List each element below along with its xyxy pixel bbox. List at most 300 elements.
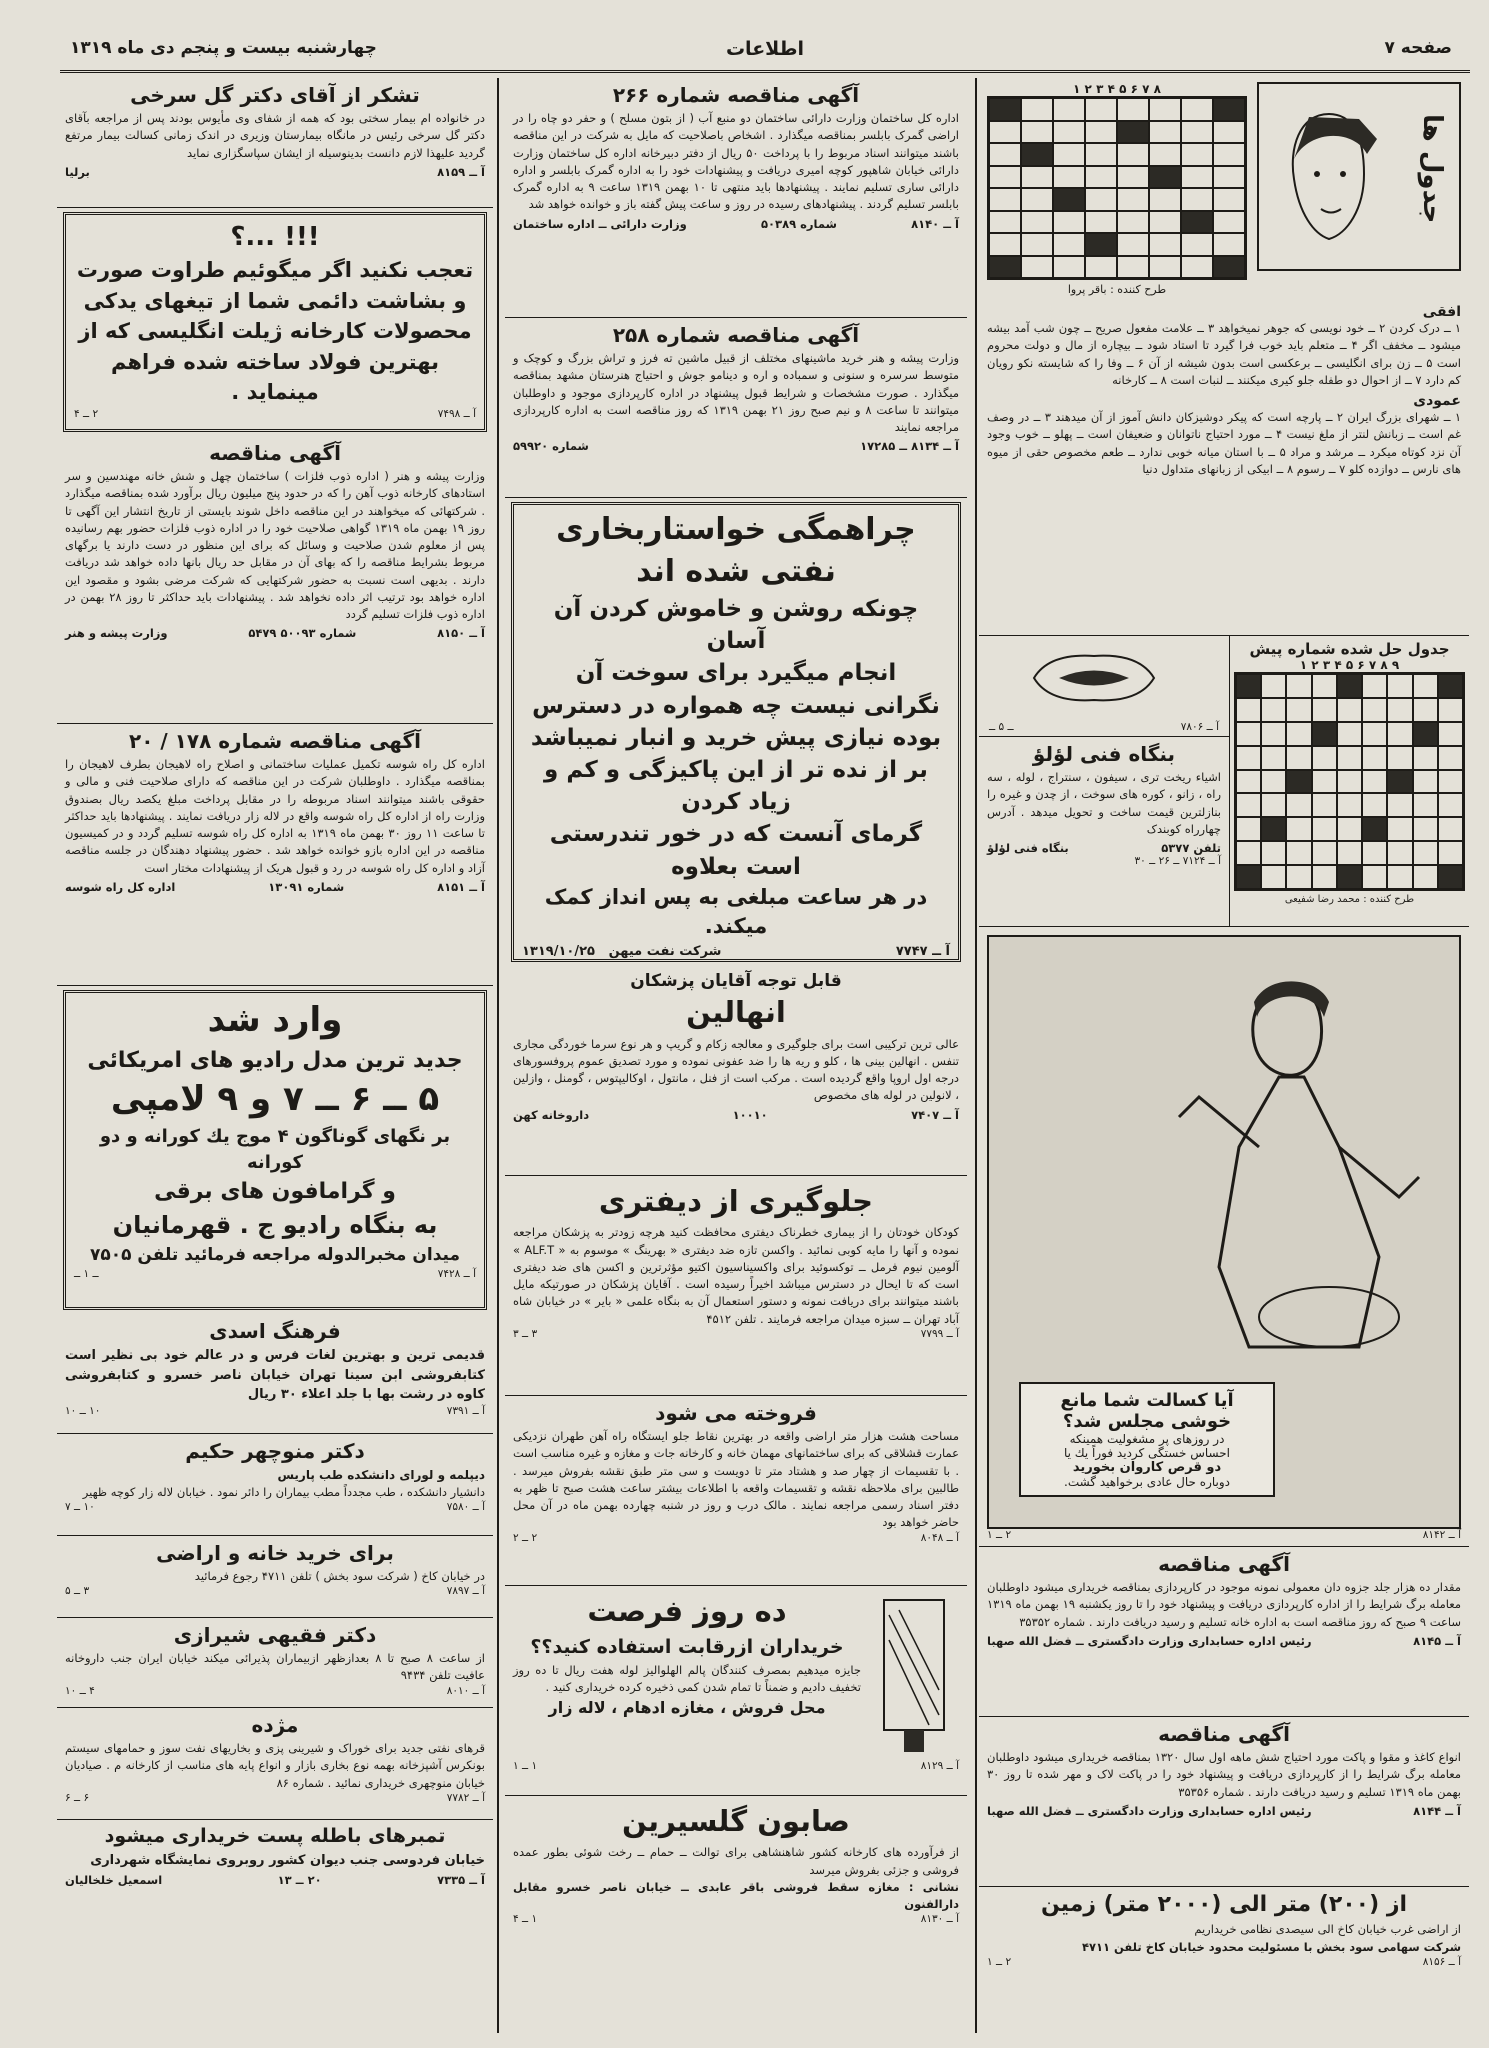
crossword-cell bbox=[1236, 674, 1261, 698]
ad-code: آ ــ ۷۸۰۶ bbox=[1180, 721, 1219, 733]
crossword-cell bbox=[1261, 698, 1286, 722]
column-right bbox=[979, 78, 1469, 2033]
ad-code-2: ۶ ــ ۶ bbox=[65, 1791, 90, 1804]
ten-days-text: جایزه میدهیم بمصرف کنندگان پالم الهلوالیز لوله هفت ریال تا ده روز تخفیف دادیم و ضمناً تا تمام شدن کمی ذخیره کرده خریداری کنید . bbox=[513, 1662, 861, 1695]
ad-code: آ ــ ۷۴۲۸ bbox=[437, 1267, 476, 1280]
crossword-cell bbox=[1236, 841, 1261, 865]
tender-266-ad bbox=[505, 78, 967, 318]
tender-258-ad bbox=[505, 318, 967, 498]
tender-reference: شماره ۵۰۰۹۳ ۵۴۷۹ bbox=[248, 626, 357, 641]
crossword-cell bbox=[1181, 143, 1213, 166]
doctor-shirazi-ad bbox=[57, 1618, 493, 1708]
down-clues: ۱ ــ شهرای بزرگ ایران ۲ ــ پارچه است که پیکر دوشیزکان دانش آموز از آن میدهند ۳ ــ در وصف غم است ــ زبانش لنتر از ملغ نیست ۴ ــ مورد احتیاج ناتوانان و ضعیفان است ــ پهلو ــ خوب وجود آن نزد کوتاه میکرد ــ مرشد و مراد ۵ ــ با استان میانه خوبی ندارد ــ طعم مخصوص حقی از میوه های نارس ــ دوازده کلو ۷ ــ رسوم ۸ ــ ابیکی از زبانهای متداول دنیا bbox=[987, 410, 1462, 476]
stamps-title: تمبرهای باطله پست خریداری میشود bbox=[104, 1825, 446, 1847]
ad-code: آ ــ ۷۸۹۷ bbox=[446, 1585, 485, 1598]
tender-code: آ ــ ۸۱۴۵ bbox=[1413, 1633, 1461, 1648]
tender-178-ad bbox=[57, 724, 493, 986]
crossword-cell bbox=[1261, 793, 1286, 817]
crossword-cell bbox=[1362, 746, 1387, 770]
stove-ad bbox=[511, 502, 961, 962]
crossword-cell bbox=[1337, 722, 1362, 746]
ad-code: آ ــ ۷۳۳۵ bbox=[437, 1873, 485, 1888]
crossword-cell bbox=[1021, 143, 1053, 166]
lulu-block bbox=[979, 636, 1229, 926]
crossword-cell bbox=[1387, 817, 1412, 841]
crossword-cell bbox=[1213, 188, 1245, 211]
ad-code-2: ۲ ــ ۱ bbox=[987, 1529, 1012, 1541]
crossword-cell bbox=[1149, 98, 1181, 121]
crossword-cell bbox=[1261, 865, 1286, 889]
puzzle-row bbox=[979, 636, 1469, 927]
solved-puzzle-maker: طرح کننده : محمد رضا شفیعی bbox=[1284, 894, 1415, 905]
ad-code: آ ــ ۷۴۹۸ bbox=[437, 407, 476, 420]
land-company: شرکت سهامی سود بخش با مسئولیت محدود خیابان کاخ تلفن ۴۷۱۱ bbox=[1081, 1939, 1461, 1954]
ad-code: آ ــ ۷۷۹۹ bbox=[920, 1327, 959, 1340]
tender-title: آگهی مناقصه bbox=[209, 441, 341, 465]
crossword-cell bbox=[1021, 256, 1053, 279]
crossword-cell bbox=[1181, 211, 1213, 234]
crossword-cell bbox=[1261, 817, 1286, 841]
lulu-phone: تلفن ۵۳۷۷ bbox=[1161, 841, 1221, 855]
stove-headline-1: چراهمگی خواستاربخاری bbox=[556, 512, 916, 547]
good-news-title: مژده bbox=[251, 1713, 299, 1737]
crossword-cell bbox=[1438, 674, 1463, 698]
crossword-cell bbox=[1312, 817, 1337, 841]
tender-title: آگهی مناقصه شماره ۲۶۶ bbox=[612, 83, 860, 107]
crossword-cell bbox=[1181, 98, 1213, 121]
page-number: صفحه ۷ bbox=[1384, 38, 1452, 58]
gillette-ad bbox=[63, 212, 487, 432]
crossword-cell bbox=[1413, 674, 1438, 698]
land-ad bbox=[979, 1887, 1469, 2007]
crossword-cell bbox=[1438, 722, 1463, 746]
stamps-signature: اسمعیل خلخالیان bbox=[65, 1873, 163, 1888]
crossword-cell bbox=[1053, 233, 1085, 256]
dictionary-title: فرهنگ اسدی bbox=[209, 1319, 341, 1343]
ad-code: آ ــ ۸۱۳۰ bbox=[920, 1913, 959, 1926]
crossword-cell bbox=[1387, 841, 1412, 865]
ad-code: آ ــ ۷۷۸۲ bbox=[446, 1791, 485, 1804]
crossword-cell bbox=[1387, 698, 1412, 722]
stove-line-6: بوده نیازی پیش خرید و انبار نمیباشد bbox=[530, 724, 942, 751]
toothpaste-tube-icon bbox=[869, 1590, 959, 1760]
tender-ad-folders bbox=[979, 1547, 1469, 1717]
ten-days-subtitle: خریداران ازرقابت استفاده کنید؟؟ bbox=[530, 1636, 844, 1659]
crossword-cell bbox=[1387, 793, 1412, 817]
ad-code: آ ــ ۸۰۱۰ bbox=[446, 1684, 485, 1697]
crossword-cell bbox=[1438, 770, 1463, 794]
gillette-text: تعجب نکنید اگر میگوئیم طراوت صورت و بشاشت دائمی شما از تیغهای یدکی محصولات کارخانه ژیلت انگلیسی که از بهترین فولاد ساخته شده فراهم مینماید . bbox=[76, 258, 474, 405]
soap-text: از فرآورده های کارخانه کشور شاهنشاهی برای توالت ــ حمام ــ رخت شوئی بطور عمده فروشی و جزئی بفروش میرسد bbox=[513, 1845, 959, 1877]
land-title: از (۲۰۰) متر الی (۲۰۰۰ متر) زمین bbox=[1040, 1892, 1408, 1917]
crossword-cell bbox=[1312, 698, 1337, 722]
crossword-cell bbox=[1413, 817, 1438, 841]
tender-signature: رئیس اداره حسابداری وزارت دادگستری ــ فضل الله صهبا bbox=[987, 1633, 1312, 1648]
crossword-cell bbox=[1021, 211, 1053, 234]
crossword-cell bbox=[1117, 233, 1149, 256]
tender-text: انواع کاغذ و مقوا و پاکت مورد احتیاج شش ماهه اول سال ۱۳۲۰ بمناقصه خریداری میشود داوطلبان معامله برگ شرایط را از کارپردازی دریافت و پیشنهاد خود را در پاکت لاک و مهر شده تا روز ۳۰ بهمن ماه ۱۳۱۹ تسلیم و رسید دریافت دارند . شماره ۳۵۳۵۶ bbox=[987, 1750, 1461, 1799]
crossword-cell bbox=[989, 98, 1021, 121]
tender-reference: شماره ۱۳۰۹۱ bbox=[268, 879, 345, 894]
tender-reference: شماره ۵۰۳۸۹ bbox=[761, 216, 837, 231]
crossword-cell bbox=[1362, 722, 1387, 746]
stove-line-9: در هر ساعت مبلغی به پس انداز کمک میکند. bbox=[544, 884, 928, 939]
tender-text: وزارت پیشه و هنر ( اداره ذوب فلزات ) ساختمان چهل و شش خانه مهندسین و سر استادهای کارخانه ذوب آهن را که در حدود پنج میلیون ریال برآورد شده بمناقصه میگذارد . شرکتهائی که میخواهند در این مناقصه داخل شوند بایستی از تاریخ انتشار این آگهی تا روز ۱۹ بهمن ماه ۱۳۱۹ گواهی صلاحیت خود را در اداره ذوب فلزات حضور بهم رسانیده پس از معلوم شدن صلاحیت و وسائل که برای این منظور در دست دارند یا برگهای مربوط بشرایط مناقصه را که بهای آن در مقابل حد ریال بانها داده خواهد شد دریافت دارند . بدیهی است نسبت به حضور شرکتهایی که شرکت مرضی بشود و مقصود این اداره خواهد بود ترتیب اثر داده نخواهد شد . پیشنهادات باید حداکثر تا روز ۲۸ بهمن در اداره ذوب فلزات تسلیم گردد bbox=[65, 469, 486, 621]
ten-days-place: محل فروش ، مغازه ادهام ، لاله زار bbox=[548, 1698, 826, 1718]
tender-signature: وزارت پیشه و هنر bbox=[65, 626, 168, 641]
crossword-cell bbox=[1149, 256, 1181, 279]
crossword-cell bbox=[1149, 188, 1181, 211]
crossword-cell bbox=[1261, 746, 1286, 770]
tender-text: وزارت پیشه و هنر خرید ماشینهای مختلف از قبیل ماشین ته فرز و تراش بزرگ و کوچک و متوسط سرسره و سنونی و سمباده و اره و دینامو جوش و احتیاج هنرستان مشهد بمناقصه میگذارد . صورت مشخصات و شرایط قبول پیشنهاد در اداره کارپردازی موجود و داوطلبان میتوانند تا ساعت ۸ و نیم صبح روز ۲۱ بهمن ۱۳۱۹ که روز مناقصه است به اداره کارپردازی مراجعه نمایند bbox=[513, 351, 959, 434]
ad-code-2: ۲ ــ ۴ bbox=[74, 407, 99, 420]
crossword-cell bbox=[1117, 121, 1149, 144]
tender-title: آگهی مناقصه bbox=[1158, 1722, 1290, 1746]
crossword-cell bbox=[1387, 674, 1412, 698]
carvan-line-1: در روزهای پر مشغولیت همینکه bbox=[1069, 1432, 1225, 1446]
crossword-cell bbox=[1213, 98, 1245, 121]
decorative-logo-icon bbox=[1029, 648, 1159, 708]
carvan-line-2: احساس خستگی کردید فوراً یك یا bbox=[1063, 1446, 1231, 1460]
radio-line-6: به بنگاه رادیو ج . قهرمانیان bbox=[112, 1211, 438, 1240]
crossword-cell bbox=[1117, 256, 1149, 279]
crossword-cell bbox=[1117, 188, 1149, 211]
crossword-cell bbox=[1413, 746, 1438, 770]
crossword-cell bbox=[1236, 817, 1261, 841]
crossword-cell bbox=[1261, 722, 1286, 746]
crossword-cell bbox=[989, 166, 1021, 189]
crossword-cell bbox=[1236, 865, 1261, 889]
crossword-cell bbox=[1438, 841, 1463, 865]
tender-signature: اداره کل راه شوسه bbox=[65, 879, 176, 894]
dictionary-ad bbox=[57, 1314, 493, 1434]
gillette-mark: !!! ...؟ bbox=[230, 222, 320, 252]
crossword-cell bbox=[1438, 793, 1463, 817]
doctor-text: از ساعت ۸ صبح تا ۸ بعدازظهر ازبیماران پذیرائی میکند خیابان ایران جنب داروخانه عافیت تلفن ۹۴۳۴ bbox=[65, 1651, 485, 1683]
crossword-cell bbox=[989, 121, 1021, 144]
carvan-line-3: دو قرص کاروان بخورید bbox=[1072, 1460, 1222, 1475]
crossword-cell bbox=[989, 211, 1021, 234]
ad-code-2: ۱ ــ ۱ bbox=[513, 1760, 538, 1772]
ad-code-2: ۴ ــ ۱۰ bbox=[65, 1684, 95, 1697]
crossword-cell bbox=[1053, 211, 1085, 234]
crossword-cell bbox=[1085, 211, 1117, 234]
crossword-cell bbox=[1286, 817, 1311, 841]
tender-signature: رئیس اداره حسابداری وزارت دادگستری ــ فضل الله صهبا bbox=[987, 1803, 1312, 1818]
crossword-cell bbox=[1312, 770, 1337, 794]
good-news-ad bbox=[57, 1708, 493, 1820]
crossword-cell bbox=[1337, 841, 1362, 865]
ad-code: آ ــ ۷۵۸۰ bbox=[446, 1501, 485, 1514]
lulu-title: بنگاه فنی لؤلؤ bbox=[1032, 742, 1176, 766]
ad-code-2: ۲ ــ ۲ bbox=[513, 1531, 538, 1544]
crossword-cell bbox=[1312, 722, 1337, 746]
crossword-cell bbox=[1413, 698, 1438, 722]
crossword-cell bbox=[1085, 98, 1117, 121]
tired-man-illustration-icon bbox=[1139, 947, 1439, 1367]
ad-code: آ ــ ۸۱۵۹ bbox=[437, 164, 485, 179]
land-buy-text: در خیابان کاخ ( شرکت سود بخش ) تلفن ۴۷۱۱ رجوع فرمائید bbox=[194, 1569, 485, 1583]
crossword-cell bbox=[1413, 865, 1438, 889]
crossword-title: جدول ها bbox=[1417, 114, 1447, 224]
crossword-cell bbox=[1085, 256, 1117, 279]
across-heading: افقی bbox=[1422, 304, 1461, 320]
crossword-cell bbox=[1337, 817, 1362, 841]
crossword-cell bbox=[1362, 770, 1387, 794]
stove-line-8: گرمای آنست که در خور تندرستی است بعلاوه bbox=[549, 821, 923, 880]
crossword-cell bbox=[1021, 121, 1053, 144]
crossword-cell bbox=[1413, 841, 1438, 865]
crossword-cell bbox=[1236, 770, 1261, 794]
radio-line-2: جدید ترین مدل رادیو های امریکائی bbox=[87, 1047, 463, 1073]
crossword-cell bbox=[1181, 188, 1213, 211]
land-buy-ad bbox=[57, 1536, 493, 1618]
carvan-line-4: دوباره حال عادی برخواهید گشت. bbox=[1064, 1475, 1230, 1489]
crossword-cell bbox=[1362, 674, 1387, 698]
tender-code: آ ــ ۸۱۵۰ bbox=[437, 626, 485, 641]
crossword-cell bbox=[989, 256, 1021, 279]
issue-date: چهارشنبه بیست و پنجم دی ماه ۱۳۱۹ bbox=[70, 38, 377, 58]
crossword-cell bbox=[1362, 698, 1387, 722]
crossword-cell bbox=[1181, 256, 1213, 279]
lulu-ad bbox=[979, 737, 1229, 926]
stamps-ad bbox=[57, 1820, 493, 1915]
crossword-cell bbox=[1337, 746, 1362, 770]
crossword-cell bbox=[1438, 746, 1463, 770]
solved-puzzle bbox=[1229, 636, 1469, 926]
crossword-cell bbox=[1261, 841, 1286, 865]
land-text: از اراضی غرب خیابان کاخ الی سیصدی نظامی خریداریم bbox=[1194, 1922, 1461, 1937]
ad-code-2: ۳ ــ ۵ bbox=[65, 1585, 90, 1598]
crossword-cell bbox=[1021, 188, 1053, 211]
ad-number: ۱۰۰۱۰ bbox=[732, 1107, 768, 1122]
crossword-cell bbox=[1286, 722, 1311, 746]
dictionary-text: قدیمی ترین و بهترین لغات فرس و در عالم خود بی نظیر است کتابفروشی ابن سینا تهران خیابان ناصر خسرو و کتابفروشی کاوه در رشت بها با جلد اعلاء ۳۰ ریال bbox=[65, 1348, 485, 1402]
crossword-cell bbox=[1413, 793, 1438, 817]
diphtheria-text: کودکان خودتان را از بیماری خطرناک دیفتری محافظت کنید هرچه زودتر به پزشکان مراجعه نموده و آنها را مایه کوبی نمائید . واکسن تازه ضد دیفتری « بهرینگ » موسوم به « ALF.T » آلومین نیوم فرمل ــ توکسوئید برای واکسیناسیون اکتیو مؤثرترین و اکسن های ضد دیفتری است که تا ایحال در دسترس میباشد اخیراً رسیده است . آقایان پزشکان در صورتیکه مایل باشند میتوانند برای دریافت نمونه و دستور استعمال آن به بنگاه علمی « بایر » در خیابان شاه آباد تهران ــ سبزه میدان مراجعه فرمایند . تلفن ۴۵۱۲ bbox=[513, 1225, 959, 1326]
ad-code-2: ۱ ــ ۴ bbox=[513, 1913, 538, 1926]
glycerin-soap-ad bbox=[505, 1796, 967, 1946]
crossword-cell bbox=[1387, 746, 1412, 770]
ad-code-2: ۱۰ ــ ۷ bbox=[65, 1501, 95, 1514]
tender-ad-paper bbox=[979, 1717, 1469, 1887]
tender-text: مقدار ده هزار جلد جزوه دان معمولی نمونه موجود در کارپردازی بمناقصه خریداری میشود داوطلبان معامله برگ شرایط را از اداره کارپردازی دریافت و پیشنهاد خود را تا روز یکشنبه ۱۹ بهمن ماه ۱۳۱۹ ساعت ۹ صبح که روز مناقصه است به اداره خانه تسلیم و رسید دریافت دارند . شماره ۳۵۳۵۲ bbox=[987, 1580, 1461, 1629]
land-for-sale-ad bbox=[505, 1396, 967, 1586]
crossword-cell bbox=[1286, 674, 1311, 698]
tender-code: آ ــ ۸۱۴۴ bbox=[1413, 1803, 1461, 1818]
woman-portrait-icon bbox=[1269, 99, 1389, 249]
crossword-cell bbox=[1149, 166, 1181, 189]
ad-code: آ ــ ۸۰۴۸ bbox=[920, 1531, 959, 1544]
crossword-puzzle bbox=[979, 78, 1469, 636]
crossword-cell bbox=[1286, 746, 1311, 770]
lulu-brand: بنگاه فنی لؤلؤ bbox=[987, 841, 1069, 855]
crossword-cell bbox=[1053, 256, 1085, 279]
crossword-cell bbox=[1362, 793, 1387, 817]
logo-ad bbox=[979, 636, 1229, 737]
ad-code: آ ــ ۸۱۵۶ bbox=[1422, 1955, 1461, 1968]
ad-code-2: ۲ ــ ۱ bbox=[987, 1955, 1012, 1968]
doctor-credentials: دیپلمه و لورای دانشکده طب پاریس bbox=[277, 1468, 485, 1482]
radio-line-5: و گرامافون های برقی bbox=[154, 1179, 396, 1205]
crossword-cell bbox=[1149, 143, 1181, 166]
crossword-cell bbox=[1117, 166, 1149, 189]
crossword-column-numbers: ۸ ۷ ۶ ۵ ۴ ۳ ۲ ۱ bbox=[1073, 82, 1161, 96]
tender-code: آ ــ ۸۱۴۰ bbox=[911, 216, 959, 231]
crossword-cell bbox=[1181, 121, 1213, 144]
carvan-illustration bbox=[987, 935, 1461, 1529]
ad-code: آ ــ ۷۷۴۷ bbox=[895, 944, 950, 960]
ad-code-2: ۳ ــ ۳ bbox=[513, 1327, 538, 1340]
radio-ad bbox=[63, 990, 487, 1310]
crossword-cell bbox=[1337, 793, 1362, 817]
solved-puzzle-title: جدول حل شده شماره پیش bbox=[1249, 640, 1450, 658]
crossword-cell bbox=[1337, 865, 1362, 889]
crossword-cell bbox=[1261, 770, 1286, 794]
tender-signature: وزارت دارائی ــ اداره ساختمان bbox=[513, 216, 687, 231]
crossword-cell bbox=[1213, 121, 1245, 144]
crossword-cell bbox=[1085, 188, 1117, 211]
crossword-cell bbox=[1236, 722, 1261, 746]
crossword-cell bbox=[1213, 143, 1245, 166]
doctor-hakim-ad bbox=[57, 1434, 493, 1536]
tender-code: آ ــ ۸۱۵۱ bbox=[437, 879, 485, 894]
crossword-cell bbox=[1438, 865, 1463, 889]
crossword-cell bbox=[1387, 865, 1412, 889]
diphtheria-ad bbox=[505, 1176, 967, 1396]
crossword-cell bbox=[1337, 698, 1362, 722]
thanks-signature: برلیا bbox=[65, 164, 90, 179]
crossword-cell bbox=[1085, 233, 1117, 256]
crossword-cell bbox=[1261, 674, 1286, 698]
column-middle bbox=[505, 78, 967, 2033]
stove-line-4: انجام میگیرد برای سوخت آن bbox=[575, 660, 897, 687]
crossword-cell bbox=[1286, 841, 1311, 865]
crossword-cell bbox=[1053, 188, 1085, 211]
crossword-cell bbox=[1149, 121, 1181, 144]
inhaline-kicker: قابل توجه آقایان پزشکان bbox=[630, 971, 842, 991]
crossword-cell bbox=[1337, 770, 1362, 794]
crossword-cell bbox=[1053, 98, 1085, 121]
tender-reference: شماره ۵۹۹۲۰ bbox=[513, 439, 589, 454]
crossword-cell bbox=[989, 233, 1021, 256]
crossword-cell bbox=[1312, 841, 1337, 865]
crossword-cell bbox=[1236, 698, 1261, 722]
crossword-grid bbox=[987, 96, 1247, 280]
lulu-text: اشیاء ریخت تری ، سیفون ، سنتراج ، لوله ، سه راه ، زانو ، کوره های سوخت ، از چدن و غیره را بنازلترین قیمت ساخت و تحویل میدهد . آدرس چهارراه کوبندک bbox=[987, 770, 1221, 836]
crossword-cell bbox=[1181, 233, 1213, 256]
tender-code: آ ــ ۸۱۳۴ ــ ۱۷۲۸۵ bbox=[860, 439, 959, 454]
column-left bbox=[57, 78, 493, 2033]
doctor-name: دکتر منوچهر حکیم bbox=[185, 1439, 365, 1463]
sale-text: مساحت هشت هزار متر اراضی واقعه در بهترین نقاط جلو ایستگاه راه آهن طهران نزدیکی عمارت قشلاقی که برای ساختمانهای مهمان خانه و کارخانه جات و مغازه و غیره مناسب است . با تقسیمات از چهار صد و هشتاد متر تا دویست و سی متر طبق نقشه بفروش میرسد . طالبین برای ملاحظه نقشه و تقسیمات واقعه با اطلاعات بیشتر ساعت هشت صبح تا ظهر به دفتر اسناد رسمی مراجعه نمایند . مالک درب و روز در شنبه چهارده بهمن ماه در آن محل حاضر خواهد بود bbox=[513, 1429, 959, 1530]
crossword-cell bbox=[1213, 256, 1245, 279]
page-header bbox=[60, 30, 1470, 73]
doctor-text: دانشیار دانشکده ، طب مجدداً مطب بیماران را دائر نمود . خیابان لاله زار کوچه ظهیر bbox=[82, 1485, 485, 1499]
crossword-cell bbox=[1286, 698, 1311, 722]
crossword-cell bbox=[1053, 143, 1085, 166]
crossword-cell bbox=[1021, 233, 1053, 256]
sale-title: فروخته می شود bbox=[655, 1401, 817, 1425]
good-news-text: قرهای نفتی جدید برای خوراک و شیرینی پزی و بخاریهای نفت سوز و حمامهای سیستم بونکرس آشپزخانه بهمه نوع بخاری بازار و انواع پایه های مناسب از کارخانه م . صیادیان خیابان منوچهری خریداری نمائید . شماره ۸۶ bbox=[65, 1741, 485, 1790]
crossword-cell bbox=[1181, 166, 1213, 189]
crossword-cell bbox=[1085, 166, 1117, 189]
soap-address: نشانی : مغازه سقط فروشی باقر عابدی ــ خیابان ناصر خسرو مقابل دارالفنون bbox=[513, 1879, 959, 1911]
crossword-cell bbox=[1286, 865, 1311, 889]
stamps-text: خیابان فردوسی جنب دیوان کشور روبروی نمایشگاه شهرداری bbox=[90, 1852, 485, 1868]
crossword-cell bbox=[1021, 98, 1053, 121]
ad-code: آ ــ ۷۳۹۱ bbox=[446, 1404, 485, 1417]
crossword-cell bbox=[989, 188, 1021, 211]
crossword-cell bbox=[1312, 793, 1337, 817]
ad-code: آ ــ ۸۱۴۲ bbox=[1422, 1529, 1461, 1541]
ad-code: آ ــ ۸۱۲۹ bbox=[920, 1760, 959, 1772]
crossword-cell bbox=[1085, 143, 1117, 166]
tender-text: اداره کل ساختمان وزارت دارائی ساختمان دو منبع آب ( از بتون مسلح ) و حفر دو چاه را در اراضی گمرک بابلسر بمناقصه میگذارد . اشخاص باصلاحیت که مایل به شرکت در این مناقصه باشند میتوانند اسناد مربوط را با پرداخت ۵۰ ریال از دفتر دبیرخانه اداره کل ساختمان وزارت دارائی خیابان شاهپور کوچه امیری دریافت و پیشنهادات خود را به اداره گمرک بابلسر و اداره دارائی ساری تسلیم نمایند . پیشنهادها باید منتهی تا ۱۰ بهمن ۱۳۱۹ ساعت ۹ به اداره گمرک بابلسر تسلیم گردند . پیشنهادهای رسیده در روز و ساعت پیش گفته باز و خوانده خواهد شد bbox=[513, 111, 960, 212]
radio-line-7: میدان مخبرالدوله مراجعه فرمائید تلفن ۷۵۰۵ bbox=[89, 1244, 460, 1265]
crossword-banner bbox=[1257, 82, 1461, 271]
newspaper-name: اطلاعات bbox=[725, 38, 805, 60]
crossword-cell bbox=[1387, 722, 1412, 746]
crossword-cell bbox=[1362, 817, 1387, 841]
crossword-cell bbox=[1362, 841, 1387, 865]
ad-code: آ ــ ۷۴۰۷ bbox=[911, 1107, 959, 1122]
ad-code-2: ۱۰ ــ ۱۰ bbox=[65, 1404, 101, 1417]
solved-column-numbers: ۹ ۸ ۷ ۶ ۵ ۴ ۳ ۲ ۱ bbox=[1299, 658, 1400, 672]
tender-iron-ad bbox=[57, 436, 493, 724]
inhaline-title: انهالین bbox=[686, 995, 786, 1030]
thanks-title: تشکر از آقای دکتر گل سرخی bbox=[130, 83, 420, 107]
ad-code-2: ــ ۵ ــ bbox=[989, 721, 1014, 733]
crossword-cell bbox=[1021, 166, 1053, 189]
carvan-question-2: خوشی مجلس شد؟ bbox=[1062, 1411, 1232, 1432]
crossword-cell bbox=[1413, 722, 1438, 746]
ad-code-2: ۲۰ ــ ۱۳ bbox=[277, 1873, 322, 1888]
crossword-cell bbox=[1053, 166, 1085, 189]
crossword-cell bbox=[1413, 770, 1438, 794]
crossword-cell bbox=[1236, 746, 1261, 770]
down-heading: عمودی bbox=[1413, 393, 1461, 409]
crossword-cell bbox=[1438, 817, 1463, 841]
diphtheria-title: جلوگیری از دیفتری bbox=[598, 1184, 874, 1218]
ad-code: آ ــ ۷۱۲۴ ــ ۲۶ ــ ۳۰ bbox=[1134, 855, 1221, 867]
radio-line-4: بر نگهای گوناگون ۴ موج یك کورانه و دو کورانه bbox=[99, 1126, 451, 1174]
ten-days-title: ده روز فرصت bbox=[587, 1594, 787, 1628]
crossword-cell bbox=[1312, 865, 1337, 889]
stove-headline-2: نفتی شده اند bbox=[636, 554, 836, 589]
inhaline-seller: داروخانه کهن bbox=[513, 1107, 590, 1122]
stove-company: شرکت نفت میهن bbox=[608, 944, 722, 960]
stove-line-3: چونکه روشن و خاموش کردن آن آسان bbox=[553, 596, 919, 655]
crossword-cell bbox=[1362, 865, 1387, 889]
crossword-cell bbox=[1085, 121, 1117, 144]
crossword-cell bbox=[1213, 211, 1245, 234]
crossword-cell bbox=[1053, 121, 1085, 144]
land-buy-title: برای خرید خانه و اراضی bbox=[156, 1541, 394, 1565]
stove-date: ۱۳۱۹/۱۰/۲۵ bbox=[522, 944, 595, 960]
column-divider bbox=[975, 78, 977, 2033]
crossword-cell bbox=[1337, 674, 1362, 698]
crossword-cell bbox=[1149, 233, 1181, 256]
thanks-ad bbox=[57, 78, 493, 208]
crossword-cell bbox=[1117, 143, 1149, 166]
stove-line-7: بر از نده تر از این پاکیزگی و کم و زیاد کردن bbox=[544, 756, 928, 816]
ad-code-2: ــ ۱ ــ bbox=[74, 1267, 99, 1280]
crossword-cell bbox=[1236, 793, 1261, 817]
ten-days-ad bbox=[505, 1586, 967, 1796]
across-clues: ۱ ــ درک کردن ۲ ــ خود نویسی که جوهر نمیخواهد ۳ ــ علامت مفعول صریح ــ چون شب آمد بیشه میشود ــ مخفف اگر ۴ ــ متعلم باید خوب فرا گیرد تا استاد شود ــ بیچاره از مال و دولت محروم است ۵ ــ زن برای انگلیسی ــ برعکسی است بدون شیشه از آن ۶ ــ وفا را که شایسته نکو رویان کم دارد ۷ ــ از احوال دو طفله جلو کیری میکنند ــ لنبات است ۸ ــ کارخانه bbox=[987, 321, 1461, 387]
tender-text: اداره کل راه شوسه تکمیل عملیات ساختمانی و اصلاح راه لاهیجان بطرف لاهیجان را بمناقصه میگذارد . داوطلبان شرکت در این مناقصه که دارای صلاحیت فنی و مالی و حقوقی باشند میتوانند اسناد مربوطه را در مقابل پرداخت مبلغ یکصد ریال بصندوق وزارت راه از اداره کل راه شوسه واقع در لاله زار دریافت نمایند . پیشنهادها باید حداکثر تا ساعت ۱۱ روز ۳۰ بهمن ماه ۱۳۱۹ به اداره کل راه شوسه تسلیم گردد و در کمیسیون مناقصه در این اداره بازو خوانده خواهد شد . حضور پیشنهاد دهندگان در جلسه مناقصه آزاد و اداره کل راه شوسه در رد و قبول هریک از پیشنهادات مختار است bbox=[65, 757, 485, 875]
